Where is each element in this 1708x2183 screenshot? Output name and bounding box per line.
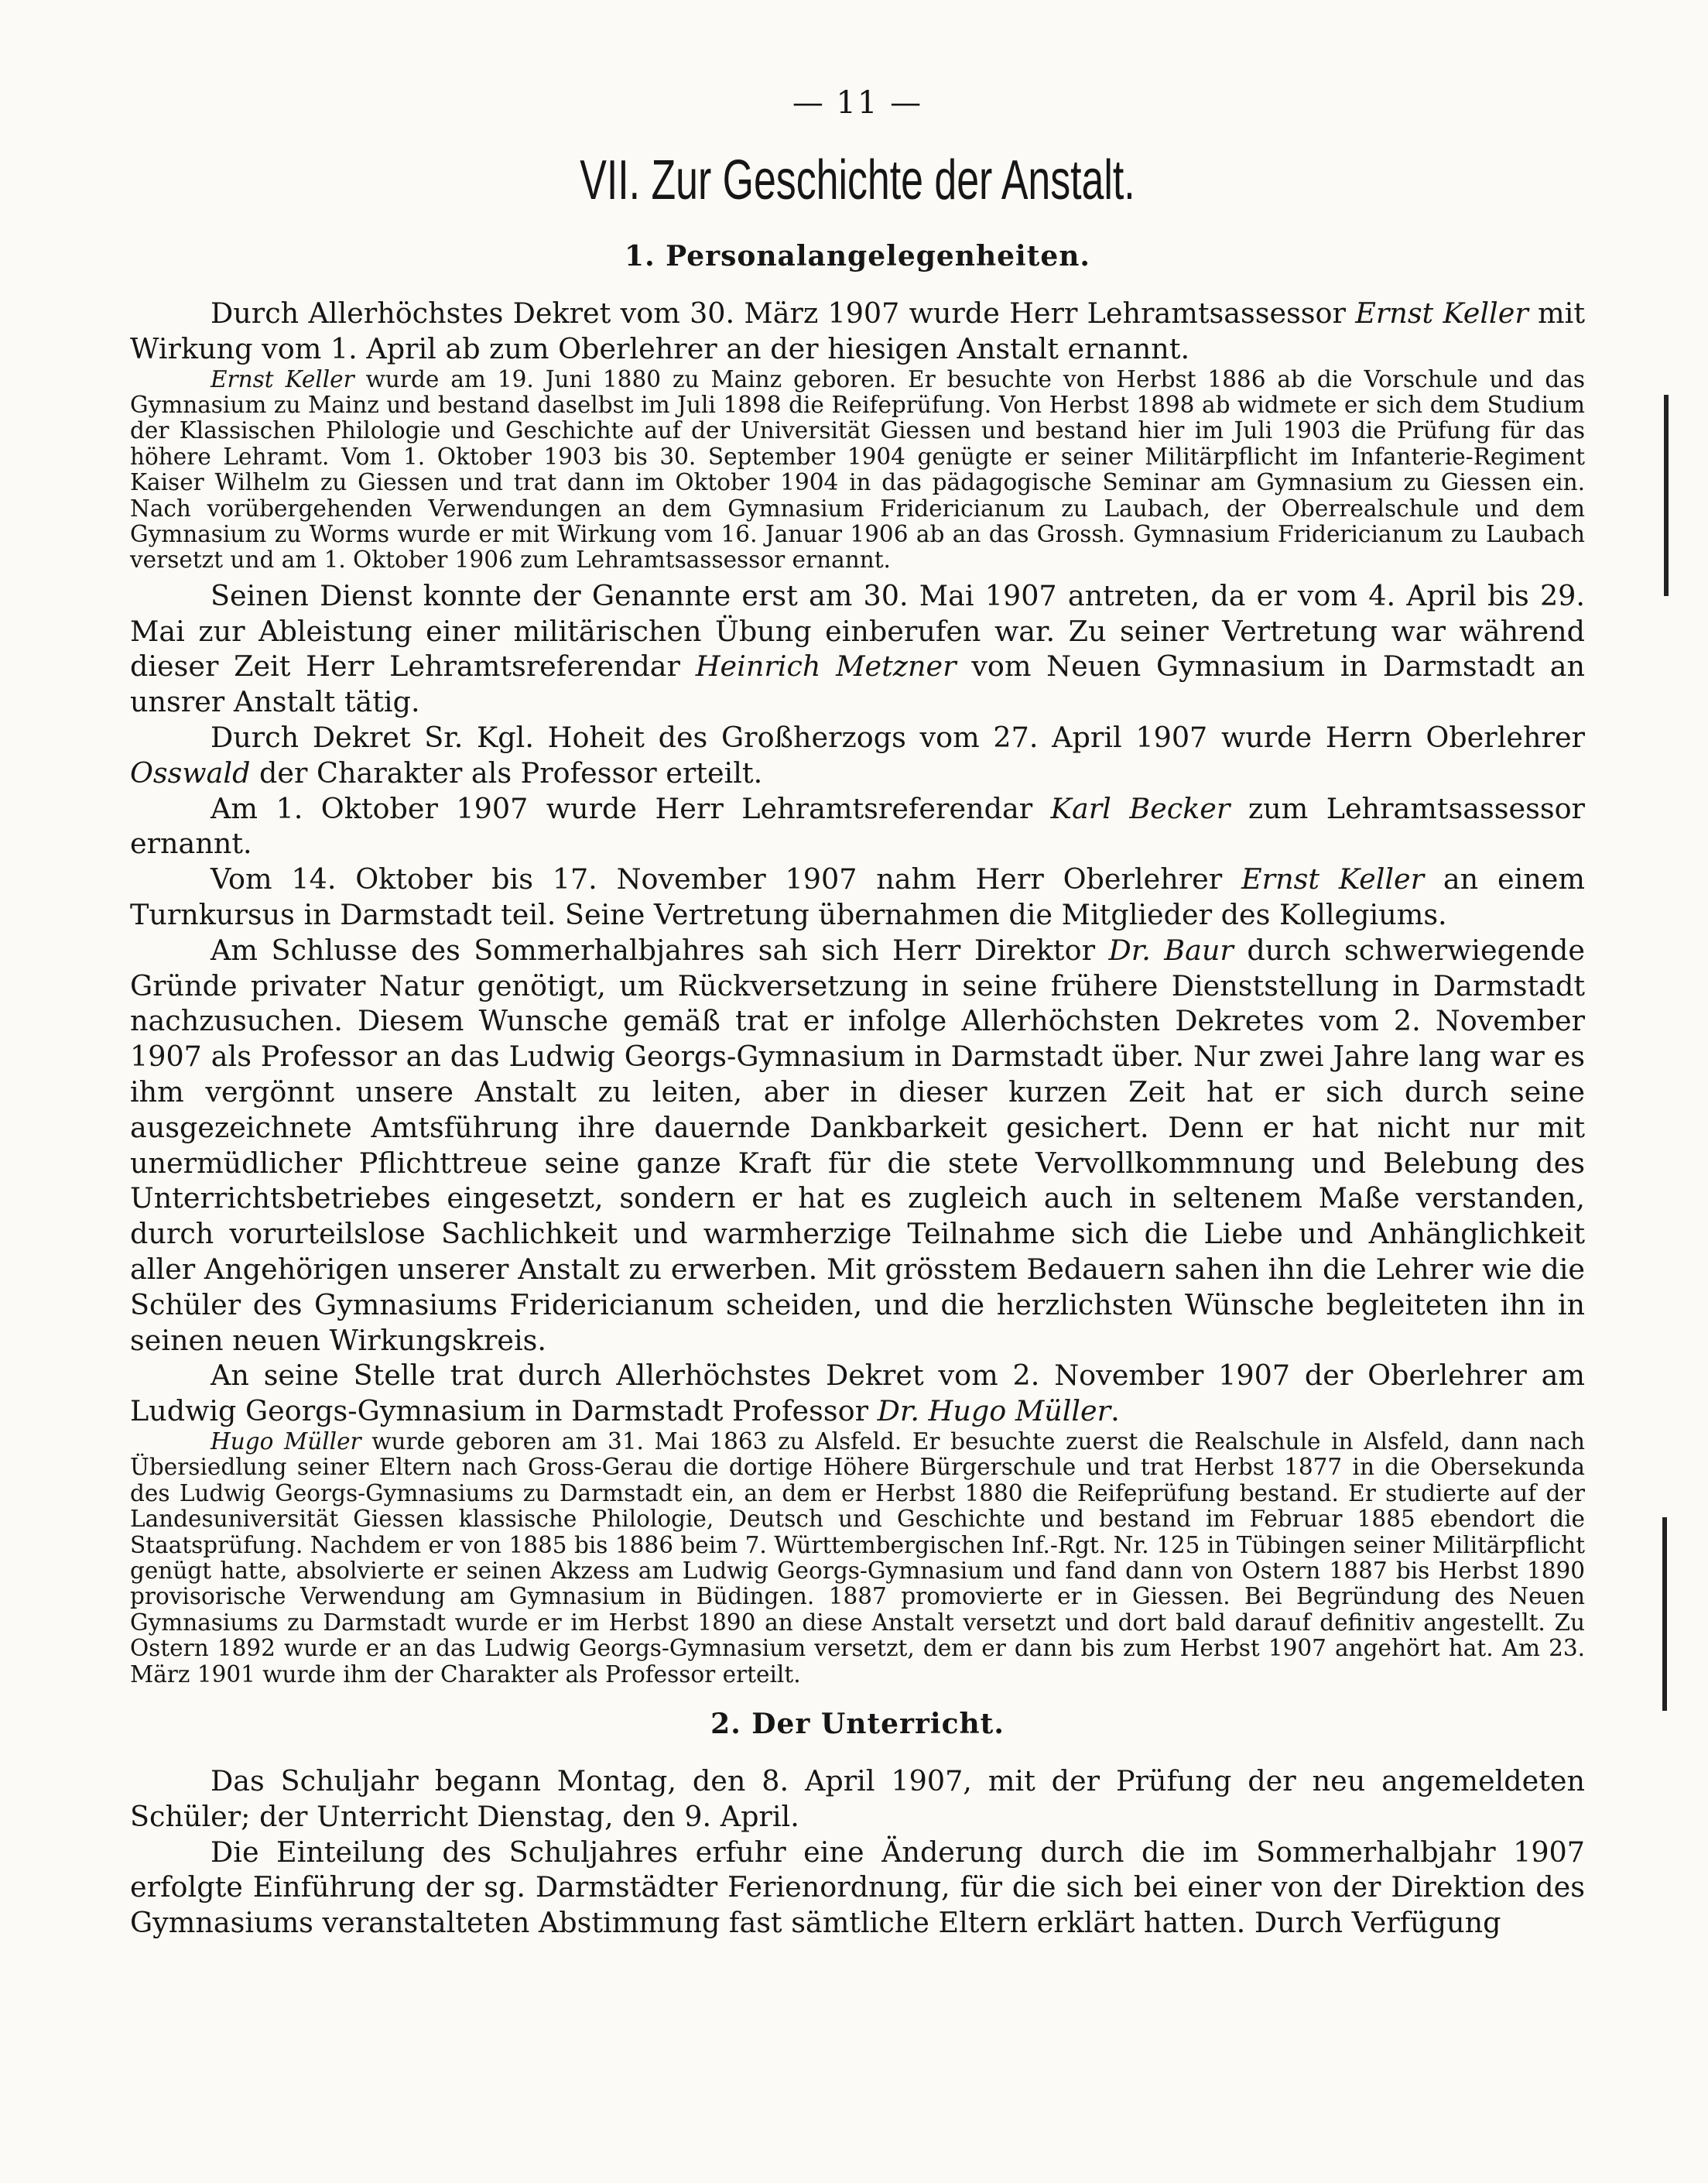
bio-keller — [130, 367, 1585, 574]
person-name: Osswald — [130, 756, 251, 790]
paragraph-einteilung: Die Einteilung des Schuljahres erfuhr eine Änderung durch die im Sommerhalbjahr 1907 erfolgte Einführung der sg. Darmstädter Ferienordnung, für die sich bei einer von der Direktion des Gymnasiums veranstalteten Abstimmung fast sämtliche Eltern erklärt hatten. Durch Verfügung — [130, 1835, 1585, 1940]
text: Am 1. Oktober 1907 wurde Herr Lehramtsreferendar — [211, 791, 1051, 825]
person-name: Dr. Hugo Müller — [877, 1394, 1111, 1428]
person-name: Ernst Keller — [211, 365, 354, 392]
text: mit Wirkung vom 1. April ab zum Oberlehrer an der hiesigen Anstalt ernannt. — [130, 296, 1586, 365]
paragraph-service-start — [130, 578, 1585, 720]
document-page — [130, 85, 1585, 1941]
person-name: Hugo Müller — [211, 1427, 361, 1455]
person-name: Ernst Keller — [1355, 296, 1528, 330]
chapter-title: VII. Zur Geschichte der Anstalt. — [580, 149, 1135, 211]
margin-mark-lower — [1662, 1517, 1667, 1711]
paragraph-becker — [130, 791, 1585, 862]
text: Seinen Dienst konnte der Genannte erst am 30. Mai 1907 antreten, da er vom 4. April bis 29. Mai zur Ableistung einer militärischen Übung einberufen war. Zu seiner Vertretung war während dieser Zeit Herr Lehramtsreferendar — [130, 578, 1585, 684]
paragraph-turnkursus — [130, 862, 1585, 933]
paragraph-osswald — [130, 720, 1585, 791]
text: zum Lehramtsassessor ernannt. — [130, 791, 1585, 861]
person-name: Ernst Keller — [1241, 862, 1425, 896]
bio-mueller — [130, 1429, 1585, 1688]
text: wurde geboren am 31. Mai 1863 zu Alsfeld. Er besuchte zuerst die Realschule in Alsfeld, dann nach Übersiedlung seiner Eltern nach Gross-Gerau die dortige Höhere Bürgerschule und trat Herbst 1877 in die Obersekunda des Ludwig Georgs-Gymnasiums zu Darmstadt ein, an dem er Herbst 1880 die Reifeprüfung bestand. Er studierte auf der Landesuniversität Giessen klassische Philologie, Deutsch und Geschichte und bestand im Februar 1885 ebendort die Staatsprüfung. Nachdem er von 1885 bis 1886 beim 7. Württembergischen Inf.-Rgt. Nr. 125 in Tübingen seiner Militärpflicht genügt hatte, absolvierte er seinen Akzess am Ludwig Georgs-Gymnasium und fand dann von Ostern 1887 bis Herbst 1890 provisorische Verwendung am Gymnasium in Büdingen. 1887 promovierte er in Giessen. Bei Begründung des Neuen Gymnasiums zu Darmstadt wurde er im Herbst 1890 an diese Anstalt versetzt und dort bald darauf definitiv angestellt. Zu Ostern 1892 wurde er an das Ludwig Georgs-Gymnasium versetzt, dem er dann bis zum Herbst 1907 angehört hat. Am 23. März 1901 wurde ihm der Charakter als Professor erteilt. — [130, 1427, 1585, 1688]
text: Am Schlusse des Sommerhalbjahres sah sich Herr Direktor — [211, 933, 1109, 967]
text: wurde am 19. Juni 1880 zu Mainz geboren. Er besuchte von Herbst 1886 ab die Vorschule und das Gymnasium zu Mainz und bestand daselbst im Juli 1898 die Reifeprüfung. Von Herbst 1898 ab widmete er sich dem Studium der Klassischen Philologie und Geschichte auf der Universität Giessen und bestand hier im Juli 1903 die Prüfung für das höhere Lehramt. Vom 1. Oktober 1903 bis 30. September 1904 genügte er seiner Militärpflicht im Infanterie-Regiment Kaiser Wilhelm zu Giessen und trat dann im Oktober 1904 in das pädagogische Seminar am Gymnasium zu Giessen ein. Nach vorübergehenden Verwendungen an dem Gymnasium Fridericianum zu Laubach, der Oberrealschule und dem Gymnasium zu Worms wurde er mit Wirkung vom 16. Januar 1906 ab an das Grossh. Gymnasium Fridericianum zu Laubach versetzt und am 1. Oktober 1906 zum Lehramtsassessor ernannt. — [130, 365, 1585, 574]
text: an einem Turnkursus in Darmstadt teil. Seine Vertretung übernahmen die Mitglieder des Kollegiums. — [130, 862, 1585, 932]
text: Durch Allerhöchstes Dekret vom 30. März 1907 wurde Herr Lehramtsassessor — [211, 296, 1356, 330]
text: durch schwerwiegende Gründe privater Natur genötigt, um Rückversetzung in seine frühere Dienststellung in Darmstadt nachzusuchen. Diesem Wunsche gemäß trat er infolge Allerhöchsten Dekretes vom 2. November 1907 als Professor an das Ludwig Georgs-Gymnasium in Darmstadt über. Nur zwei Jahre lang war es ihm vergönnt unsere Anstalt zu leiten, aber in dieser kurzen Zeit hat er sich durch seine ausgezeichnete Amtsführung ihre dauernde Dankbarkeit gesichert. Denn er hat nicht nur mit unermüdlicher Pflichttreue seine ganze Kraft für die stete Vervollkommnung und Belebung des Unterrichtsbetriebes eingesetzt, sondern er hat es zugleich auch in seltenem Maße verstanden, durch vorurteilslose Sachlichkeit und warmherzige Teilnahme sich die Liebe und Anhänglichkeit aller Angehörigen unserer Anstalt zu erwerben. Mit grösstem Bedauern sahen ihn die Lehrer wie die Schüler des Gymnasiums Fridericianum scheiden, und die herzlichsten Wünsche begleiteten ihn in seinen neuen Wirkungskreis. — [130, 933, 1586, 1357]
paragraph-schuljahr: Das Schuljahr begann Montag, den 8. April 1907, mit der Prüfung der neu angemeldeten Schüler; der Unterricht Dienstag, den 9. April. — [130, 1764, 1585, 1833]
paragraph-keller-appointment — [130, 296, 1585, 367]
person-name: Karl Becker — [1050, 791, 1231, 825]
page-number: — 11 — — [792, 85, 923, 121]
person-name: Heinrich Metzner — [695, 649, 957, 684]
section-title-unterricht: 2. Der Unterricht. — [710, 1708, 1005, 1741]
text: Vom 14. Oktober bis 17. November 1907 nahm Herr Oberlehrer — [211, 862, 1242, 896]
margin-mark-upper — [1664, 395, 1669, 596]
text: An seine Stelle trat durch Allerhöchstes Dekret vom 2. November 1907 der Oberlehrer am Ludwig Georgs-Gymnasium in Darmstadt Professor — [130, 1359, 1585, 1428]
text: der Charakter als Professor erteilt. — [250, 756, 763, 790]
text: vom Neuen Gymnasium in Darmstadt an unsrer Anstalt tätig. — [130, 649, 1585, 719]
person-name: Dr. Baur — [1108, 933, 1234, 967]
paragraph-director-baur — [130, 933, 1585, 1359]
text: . — [1111, 1394, 1120, 1428]
text: Durch Dekret Sr. Kgl. Hoheit des Großherzogs vom 27. April 1907 wurde Herrn Oberlehrer — [211, 721, 1585, 755]
section-title-personal: 1. Personalangelegenheiten. — [625, 240, 1090, 272]
paragraph-successor — [130, 1358, 1585, 1429]
